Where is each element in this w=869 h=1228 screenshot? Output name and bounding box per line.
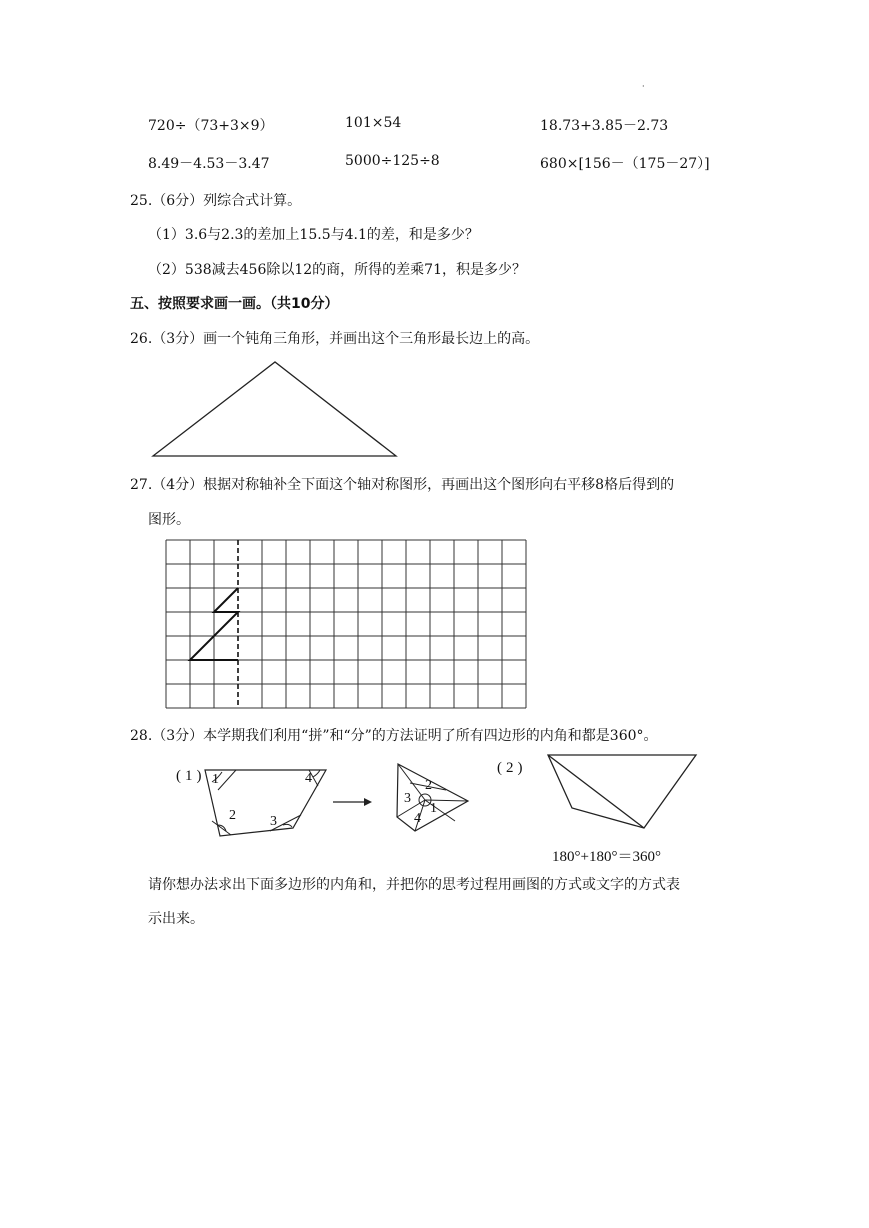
calc-6: 680×[156－（175－27）] [540,156,710,172]
calc-3: 18.73+3.85－2.73 [540,118,669,134]
q25-item-1: （1）3.6与2.3的差加上15.5与4.1的差，和是多少？ [148,227,479,243]
q25-title: 25.（6分）列综合式计算。 [130,193,302,209]
angle-label-3: 3 [270,814,277,829]
q28-text-line2: 示出来。 [148,911,204,927]
angle-label-1b: 1 [430,801,437,816]
angle-label-2b: 2 [425,778,432,793]
page-mark: · [642,82,645,91]
angle-label-3b: 3 [404,791,411,806]
q27-title-line1: 27.（4分）根据对称轴补全下面这个轴对称图形，再画出这个图形向右平移8格后得到的 [130,477,675,493]
calc-1: 720÷（73+3×9） [148,118,274,134]
angle-label-4: 4 [305,771,312,786]
calc-4: 8.49－4.53－3.47 [148,156,270,172]
calc-2: 101×54 [345,115,402,131]
fig2-label: (2) [497,760,527,776]
angle-label-4b: 4 [414,811,421,826]
angle-label-1: 1 [212,772,219,787]
q28-title: 28.（3分）本学期我们利用“拼”和“分”的方法证明了所有四边形的内角和都是360°。 [130,728,658,744]
angle-label-2: 2 [229,808,236,823]
fig1-label: (1) [176,768,206,784]
q27-title-line2: 图形。 [148,512,190,528]
q25-item-2: （2）538减去456除以12的商，所得的差乘71，积是多少？ [148,262,526,278]
angle-sum-formula: 180°+180°＝360° [552,849,661,865]
calc-5: 5000÷125÷8 [345,153,440,169]
section-title: 五、按照要求画一画。（共10分） [130,296,339,312]
q28-text-line1: 请你想办法求出下面多边形的内角和，并把你的思考过程用画图的方式或文字的方式表 [148,877,680,893]
q26-title: 26.（3分）画一个钝角三角形，并画出这个三角形最长边上的高。 [130,331,540,347]
